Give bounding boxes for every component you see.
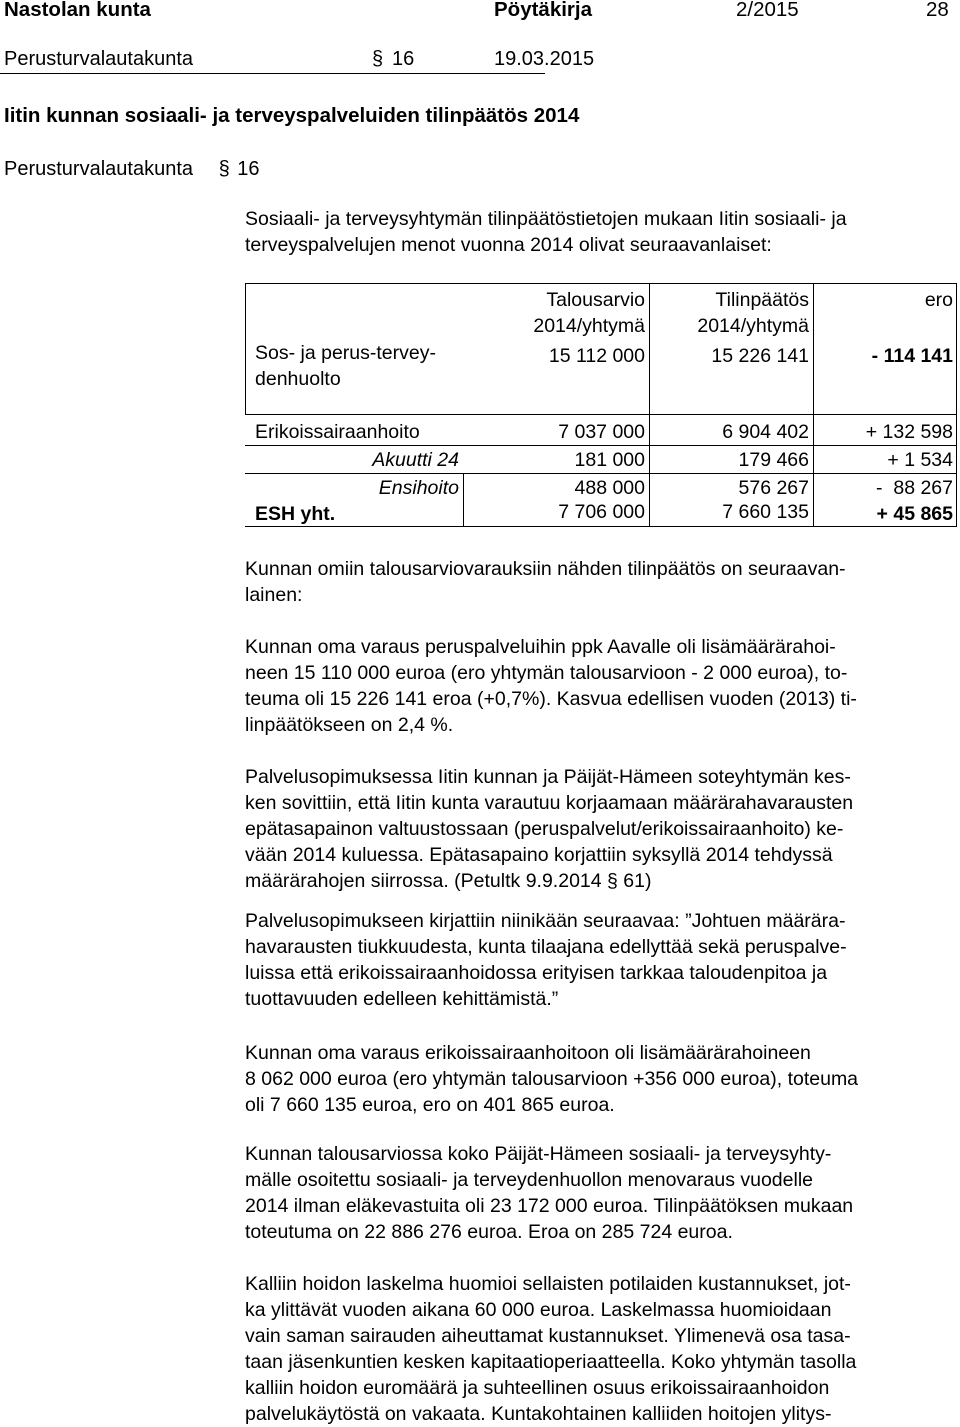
table-rule: [245, 445, 957, 446]
emergency-budget: 488 000: [574, 477, 645, 499]
page-title: Iitin kunnan sosiaali- ja terveyspalveluiden tilinpäätös 2014: [4, 104, 580, 127]
esh-difference: + 132 598: [865, 421, 953, 443]
document-type: Pöytäkirja: [494, 0, 592, 21]
row-label-esh-total: ESH yht.: [255, 503, 336, 525]
column-header-difference: ero: [924, 289, 953, 311]
paragraph-expensive-care: Kalliin hoidon laskelma huomioi sellaisten potilaiden kustannukset, jot- ka ylittävät vuoden aikana 60 000 euroa. Laskelmassa huomioidaan vain saman sairauden aiheuttamat kustannukset. Ylimenevä osa tasa- taan jäsenkuntien kesken kapitaatioperiaatteella. Koko yhtymän tasolla kalliin hoidon euromäärä ja suhteellinen osuus erikoissairaanhoidon palvelukäytöstä on vakaata. Kuntakohtainen kalliiden hoitojen ylitys-: [245, 1273, 857, 1425]
table-rule-right: [956, 283, 957, 526]
table-rule-top: [245, 283, 957, 284]
column-header-actual: Tilinpäätös 2014/yhtymä: [697, 289, 809, 337]
board-name: Perusturvalautakunta: [4, 48, 194, 70]
municipality-name: Nastolan kunta: [4, 0, 151, 21]
row-label-emergency-care: Ensihoito: [378, 477, 459, 499]
table-rule: [463, 473, 464, 526]
section-symbol: §: [372, 48, 384, 70]
table-rule: [813, 283, 814, 526]
table-rule: [245, 473, 957, 474]
section-reference: Perusturvalautakunta § 16: [4, 158, 260, 180]
acute-actual: 179 466: [738, 449, 809, 471]
table-rule-section: [245, 414, 957, 415]
primary-budget: 15 112 000: [548, 345, 645, 367]
emergency-actual: 576 267: [738, 477, 809, 499]
total-actual: 7 660 135: [722, 501, 809, 523]
paragraph-primary-care-reservation: Kunnan oma varaus peruspalveluihin ppk Aavalle oli lisämäärärahoi- neen 15 110 000 euroa (ero yhtymän talousarvioon - 2 000 euroa), to- teuma oli 15 226 141 eroa (+0,7%). Kasvua edellisen vuoden (2013) ti- linpäätökseen on 2,4 %.: [245, 636, 857, 736]
primary-actual: 15 226 141: [711, 345, 809, 367]
acute-budget: 181 000: [574, 449, 645, 471]
esh-actual: 6 904 402: [722, 421, 809, 443]
paragraph-service-agreement: Palvelusopimuksessa Iitin kunnan ja Päijät-Hämeen soteyhtymän kes- ken sovittiin, että Iitin kunta varautuu korjaamaan määrärahavarausten epätasapainon valtuustossaan (peruspalvelut/erikoissairaanhoito) ke- vään 2014 kuluessa. Epätasapaino korjattiin syksyllä 2014 tehdyssä määrärahojen siirrossa. (Petultk 9.9.2014 § 61): [245, 766, 854, 892]
paragraph-specialized-care-reservation: Kunnan oma varaus erikoissairaanhoitoon oli lisämäärärahoineen 8 062 000 euroa (ero yhtymän talousarvioon +356 000 euroa), toteuma oli 7 660 135 euroa, ero on 401 865 euroa.: [245, 1042, 859, 1116]
expense-table: [245, 283, 957, 527]
column-header-budget: Talousarvio 2014/yhtymä: [533, 289, 645, 337]
total-budget: 7 706 000: [558, 501, 645, 523]
paragraph-total-budget: Kunnan talousarviossa koko Päijät-Hämeen sosiaali- ja terveysyhty- mälle osoitettu sosiaali- ja terveydenhuollon menovaraus vuodelle 2014 ilman eläkevastuita oli 23 172 000 euroa. Tilinpäätöksen mukaan toteutuma on 22 886 276 euroa. Eroa on 285 724 euroa.: [245, 1143, 854, 1243]
row-label-primary-care: Sos- ja perus-tervey- denhuolto: [255, 342, 436, 390]
row-label-acute: Akuutti 24: [372, 449, 459, 471]
section-number: 16: [392, 48, 415, 70]
header-rule: [0, 73, 545, 74]
paragraph-service-agreement-quote: Palvelusopimukseen kirjattiin niinikään seuraavaa: ”Johtuen määrära- havarausten tiukkuudesta, kunta tilaajana edellyttää sekä peruspalve- luissa että erikoissairaanhoidossa erityisen tarkkaa taloudenpitoa ja tuottavuuden edelleen kehittämistä.”: [245, 910, 847, 1010]
table-rule-left: [245, 283, 246, 414]
primary-difference: - 114 141: [871, 345, 953, 367]
page-number: 28: [926, 0, 949, 21]
emergency-difference: - 88 267: [876, 477, 953, 499]
acute-difference: + 1 534: [887, 449, 953, 471]
intro-paragraph: Sosiaali- ja terveysyhtymän tilinpäätöstietojen mukaan Iitin sosiaali- ja terveyspalvelujen menot vuonna 2014 olivat seuraavanlaiset:: [245, 208, 847, 256]
esh-budget: 7 037 000: [558, 421, 645, 443]
meeting-date: 19.03.2015: [494, 48, 595, 70]
total-difference: + 45 865: [876, 503, 953, 525]
document-number: 2/2015: [736, 0, 799, 21]
row-label-specialized-care: Erikoissairaanhoito: [255, 421, 420, 443]
paragraph-budget-reservations: Kunnan omiin talousarviovarauksiin nähden tilinpäätös on seuraavan- lainen:: [245, 558, 846, 606]
